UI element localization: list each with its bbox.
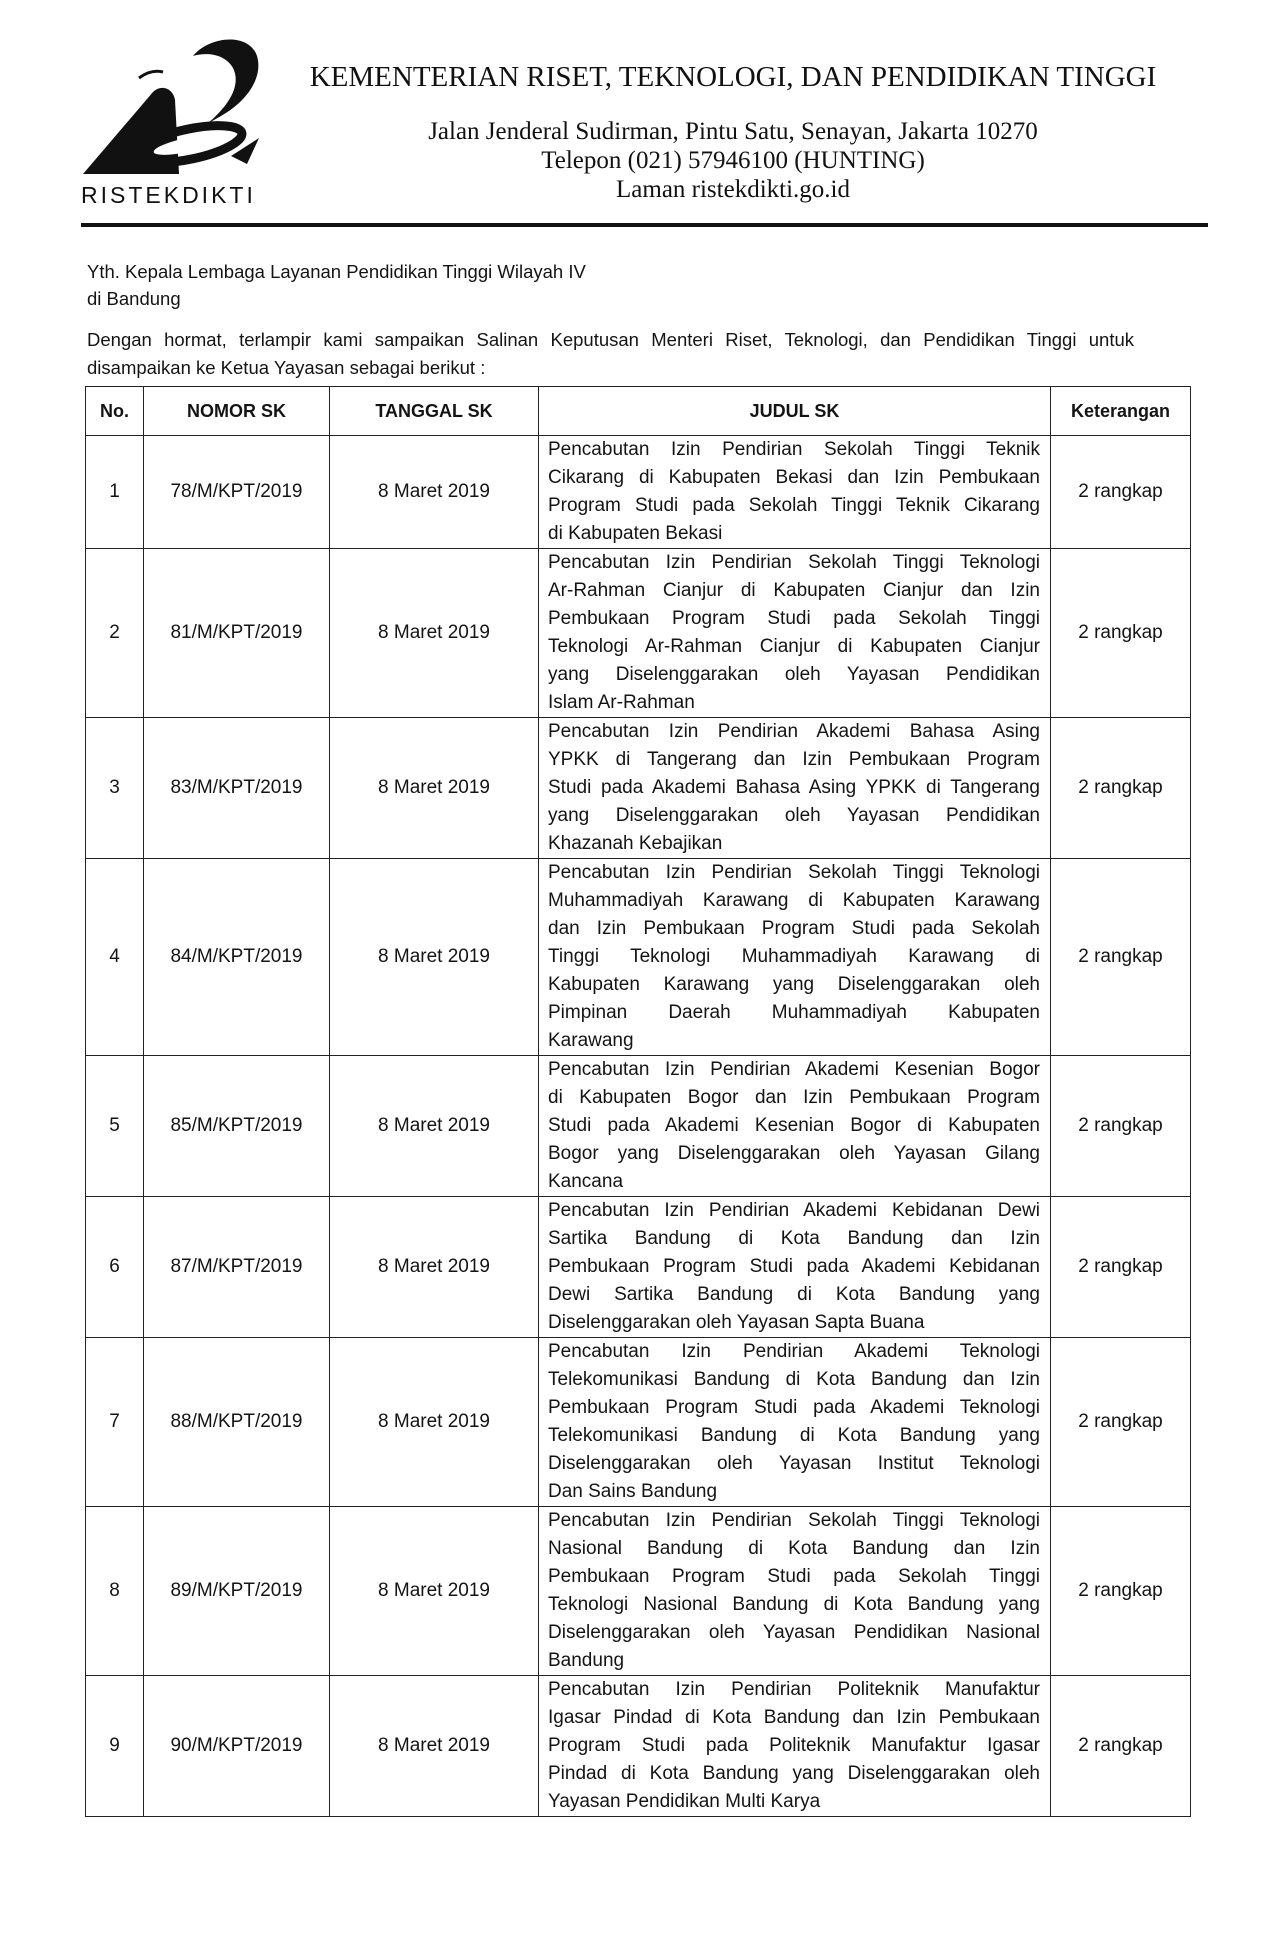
row-number-cell: 9 [86, 1676, 144, 1817]
judul-sk-line: Diselenggarakan oleh Yayasan Pendidikan Nasional [548, 1622, 1040, 1643]
tanggal-sk-cell: 8 Maret 2019 [330, 1338, 539, 1507]
judul-sk-line: Program Studi pada Politeknik Manufaktur Igasar [548, 1735, 1040, 1756]
judul-sk-line: Pencabutan Izin Pendirian Politeknik Manufaktur [548, 1679, 1040, 1700]
judul-sk-line: Pencabutan Izin Pendirian Akademi Teknologi [548, 1341, 1040, 1362]
table-row [86, 1338, 1191, 1507]
judul-sk-line: Muhammadiyah Karawang di Kabupaten Karawang [548, 890, 1040, 911]
ministry-name: KEMENTERIAN RISET, TEKNOLOGI, DAN PENDIDIKAN TINGGI [309, 61, 1157, 93]
judul-sk-line: Kancana [548, 1171, 624, 1192]
judul-sk-line: Dewi Sartika Bandung di Kota Bandung yang [548, 1284, 1040, 1305]
judul-sk-line: Telekomunikasi Bandung di Kota Bandung dan Izin [548, 1369, 1040, 1390]
judul-sk-cell [539, 1338, 1051, 1507]
table-row [86, 1056, 1191, 1197]
judul-sk-line: Diselenggarakan oleh Yayasan Sapta Buana [548, 1312, 925, 1333]
judul-sk-line: Yayasan Pendidikan Multi Karya [548, 1791, 821, 1812]
nomor-sk-cell: 87/M/KPT/2019 [144, 1197, 330, 1338]
judul-sk-line: di Kabupaten Bogor dan Izin Pembukaan Program [548, 1087, 1040, 1108]
keterangan-cell: 2 rangkap [1051, 1507, 1191, 1676]
nomor-sk-cell: 83/M/KPT/2019 [144, 718, 330, 859]
judul-sk-cell [539, 859, 1051, 1056]
keterangan-cell: 2 rangkap [1051, 549, 1191, 718]
table-row [86, 718, 1191, 859]
row-number-cell: 7 [86, 1338, 144, 1507]
row-number-cell: 6 [86, 1197, 144, 1338]
judul-sk-line: Kabupaten Karawang yang Diselenggarakan oleh [548, 974, 1040, 995]
keterangan-cell: 2 rangkap [1051, 1197, 1191, 1338]
keterangan-cell: 2 rangkap [1051, 436, 1191, 549]
judul-sk-line: Pembukaan Program Studi pada Sekolah Tinggi [548, 1566, 1040, 1587]
judul-sk-line: Pembukaan Program Studi pada Akademi Teknologi [548, 1397, 1040, 1418]
judul-sk-line: Ar-Rahman Cianjur di Kabupaten Cianjur dan Izin [548, 580, 1040, 601]
judul-sk-cell [539, 436, 1051, 549]
tanggal-sk-cell: 8 Maret 2019 [330, 859, 539, 1056]
judul-sk-line: Karawang [548, 1030, 634, 1051]
judul-sk-line: Studi pada Akademi Kesenian Bogor di Kabupaten [548, 1115, 1040, 1136]
judul-sk-line: di Kabupaten Bekasi [548, 523, 723, 544]
nomor-sk-cell: 81/M/KPT/2019 [144, 549, 330, 718]
letterhead-divider [81, 223, 1208, 227]
header-no: No. [86, 387, 144, 436]
judul-sk-cell [539, 549, 1051, 718]
judul-sk-line: YPKK di Tangerang dan Izin Pembukaan Program [548, 749, 1040, 770]
keterangan-cell: 2 rangkap [1051, 859, 1191, 1056]
judul-sk-cell [539, 1507, 1051, 1676]
row-number-cell: 8 [86, 1507, 144, 1676]
judul-sk-line: Cikarang di Kabupaten Bekasi dan Izin Pembukaan [548, 467, 1040, 488]
recipient-location: di Bandung [87, 288, 181, 309]
nomor-sk-cell: 85/M/KPT/2019 [144, 1056, 330, 1197]
recipient-block [87, 258, 586, 312]
judul-sk-line: Teknologi Nasional Bandung di Kota Bandung yang [548, 1594, 1040, 1615]
table-row [86, 1197, 1191, 1338]
tanggal-sk-cell: 8 Maret 2019 [330, 436, 539, 549]
tanggal-sk-cell: 8 Maret 2019 [330, 1197, 539, 1338]
judul-sk-line: Studi pada Akademi Bahasa Asing YPKK di Tangerang [548, 777, 1040, 798]
judul-sk-line: dan Izin Pembukaan Program Studi pada Sekolah [548, 918, 1040, 939]
judul-sk-line: Teknologi Ar-Rahman Cianjur di Kabupaten Cianjur [548, 636, 1040, 657]
header-tanggal-sk: TANGGAL SK [330, 387, 539, 436]
judul-sk-line: Pencabutan Izin Pendirian Sekolah Tinggi Teknologi [548, 862, 1040, 883]
keterangan-cell: 2 rangkap [1051, 1338, 1191, 1507]
tanggal-sk-cell: 8 Maret 2019 [330, 1676, 539, 1817]
judul-sk-cell [539, 1056, 1051, 1197]
nomor-sk-cell: 84/M/KPT/2019 [144, 859, 330, 1056]
address-line: Jalan Jenderal Sudirman, Pintu Satu, Senayan, Jakarta 10270 [428, 118, 1038, 145]
judul-sk-line: Dan Sains Bandung [548, 1481, 718, 1502]
recipient-line: Yth. Kepala Lembaga Layanan Pendidikan Tinggi Wilayah IV [87, 261, 586, 282]
judul-sk-line: Pencabutan Izin Pendirian Akademi Kesenian Bogor [548, 1059, 1040, 1080]
logo-wordmark: RISTEKDIKTI [81, 182, 256, 208]
judul-sk-line: Sartika Bandung di Kota Bandung dan Izin [548, 1228, 1040, 1249]
judul-sk-line: Bogor yang Diselenggarakan oleh Yayasan Gilang [548, 1143, 1040, 1164]
nomor-sk-cell: 89/M/KPT/2019 [144, 1507, 330, 1676]
judul-sk-line: Pindad di Kota Bandung yang Diselenggarakan oleh [548, 1763, 1040, 1784]
judul-sk-line: Program Studi pada Sekolah Tinggi Teknik Cikarang [548, 495, 1040, 516]
judul-sk-cell [539, 718, 1051, 859]
row-number-cell: 2 [86, 549, 144, 718]
row-number-cell: 3 [86, 718, 144, 859]
nomor-sk-cell: 78/M/KPT/2019 [144, 436, 330, 549]
row-number-cell: 1 [86, 436, 144, 549]
table-row [86, 859, 1191, 1056]
judul-sk-line: Pimpinan Daerah Muhammadiyah Kabupaten [548, 1002, 1040, 1023]
table-row [86, 1507, 1191, 1676]
judul-sk-line: Pencabutan Izin Pendirian Sekolah Tinggi Teknologi [548, 1510, 1040, 1531]
judul-sk-line: Pencabutan Izin Pendirian Akademi Bahasa Asing [548, 721, 1040, 742]
nomor-sk-cell: 88/M/KPT/2019 [144, 1338, 330, 1507]
header-nomor-sk: NOMOR SK [144, 387, 330, 436]
judul-sk-line: Tinggi Teknologi Muhammadiyah Karawang di [548, 946, 1040, 967]
judul-sk-line: yang Diselenggarakan oleh Yayasan Pendidikan [548, 664, 1040, 685]
nomor-sk-cell: 90/M/KPT/2019 [144, 1676, 330, 1817]
intro-paragraph [87, 326, 1134, 382]
table-row [86, 549, 1191, 718]
judul-sk-line: Pembukaan Program Studi pada Sekolah Tinggi [548, 608, 1040, 629]
sk-table [85, 386, 1191, 1817]
judul-sk-line: Telekomunikasi Bandung di Kota Bandung yang [548, 1425, 1040, 1446]
judul-sk-line: Islam Ar-Rahman [548, 692, 695, 713]
header-keterangan: Keterangan [1051, 387, 1191, 436]
tanggal-sk-cell: 8 Maret 2019 [330, 549, 539, 718]
phone-line: Telepon (021) 57946100 (HUNTING) [541, 147, 925, 174]
judul-sk-line: Pencabutan Izin Pendirian Sekolah Tinggi Teknik [548, 439, 1040, 460]
letterhead-contact [290, 117, 1176, 204]
judul-sk-line: Khazanah Kebajikan [548, 833, 723, 854]
tanggal-sk-cell: 8 Maret 2019 [330, 718, 539, 859]
keterangan-cell: 2 rangkap [1051, 1056, 1191, 1197]
header-judul-sk: JUDUL SK [539, 387, 1051, 436]
table-header-row [86, 387, 1191, 436]
judul-sk-line: Bandung [548, 1650, 625, 1671]
tanggal-sk-cell: 8 Maret 2019 [330, 1507, 539, 1676]
website-line: Laman ristekdikti.go.id [616, 176, 850, 203]
intro-line: Dengan hormat, terlampir kami sampaikan Salinan Keputusan Menteri Riset, Teknologi, dan Pendidikan Tinggi untuk [87, 329, 1134, 350]
row-number-cell: 5 [86, 1056, 144, 1197]
keterangan-cell: 2 rangkap [1051, 718, 1191, 859]
table-row [86, 1676, 1191, 1817]
table-body [86, 436, 1191, 1817]
table-row [86, 436, 1191, 549]
ristekdikti-logo [81, 34, 261, 179]
judul-sk-line: Diselenggarakan oleh Yayasan Institut Teknologi [548, 1453, 1040, 1474]
keterangan-cell: 2 rangkap [1051, 1676, 1191, 1817]
judul-sk-line: Pembukaan Program Studi pada Akademi Kebidanan [548, 1256, 1040, 1277]
tanggal-sk-cell: 8 Maret 2019 [330, 1056, 539, 1197]
judul-sk-line: Pencabutan Izin Pendirian Akademi Kebidanan Dewi [548, 1200, 1040, 1221]
row-number-cell: 4 [86, 859, 144, 1056]
judul-sk-cell [539, 1676, 1051, 1817]
judul-sk-cell [539, 1197, 1051, 1338]
judul-sk-line: Nasional Bandung di Kota Bandung dan Izin [548, 1538, 1040, 1559]
judul-sk-line: yang Diselenggarakan oleh Yayasan Pendidikan [548, 805, 1040, 826]
judul-sk-line: Igasar Pindad di Kota Bandung dan Izin Pembukaan [548, 1707, 1040, 1728]
intro-line: disampaikan ke Ketua Yayasan sebagai berikut : [87, 357, 486, 378]
judul-sk-line: Pencabutan Izin Pendirian Sekolah Tinggi Teknologi [548, 552, 1040, 573]
